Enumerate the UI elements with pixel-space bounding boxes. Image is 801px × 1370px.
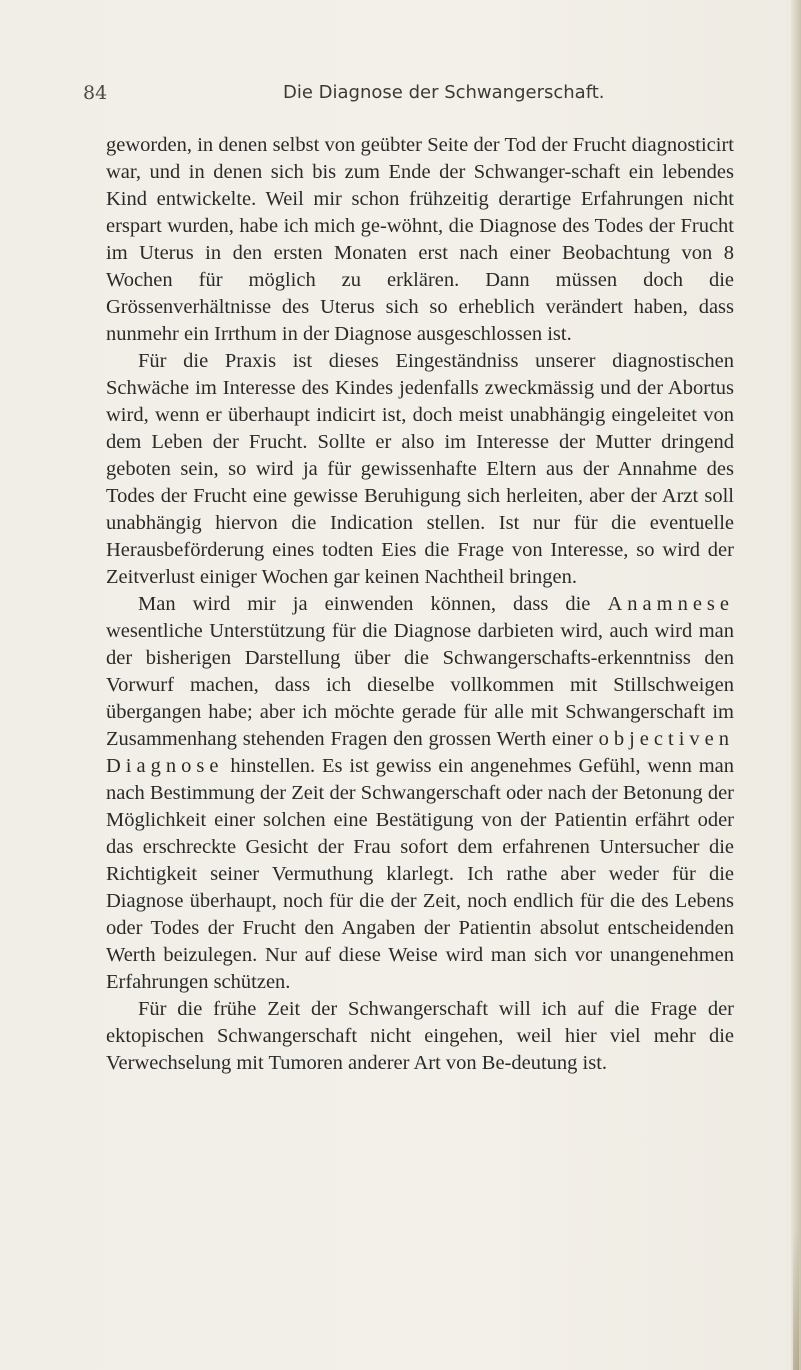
paragraph-4: Für die frühe Zeit der Schwangerschaft will ich auf die Frage der ektopischen Schwangerschaft nicht eingehen, weil hier viel mehr die Verwechselung mit Tumoren anderer Art von Be-deutung ist.	[106, 998, 734, 1074]
emphasis-objective-diagnosis: objectiven Diagnose	[106, 728, 734, 777]
paragraph-3-part-2: wesentliche Unterstützung für die Diagnose darbieten wird, auch wird man der bisherigen Darstellung über die Schwangerschafts-erkenntniss den Vorwurf machen, dass ich dieselbe vollkommen mit Stillschweigen übergangen habe; aber ich möchte gerade für alle mit Schwangerschaft im Zusammenhang stehenden Fragen den grossen Werth einer	[106, 620, 734, 750]
paragraph-2: Für die Praxis ist dieses Eingeständniss unserer diagnostischen Schwäche im Interesse des Kindes jedenfalls zweckmässig und der Abortus wird, wenn er überhaupt indicirt ist, doch meist unabhängig eingeleitet von dem Leben der Frucht. Sollte er also im Interesse der Mutter dringend geboten sein, so wird ja für gewissenhafte Eltern aus der Annahme des Todes der Frucht eine gewisse Beruhigung sich herleiten, aber der Arzt soll unabhängig hiervon die Indication stellen. Ist nur für die eventuelle Herausbeförderung eines todten Eies die Frage von Interesse, so wird der Zeitverlust einiger Wochen gar keinen Nachtheil bringen.	[106, 350, 734, 588]
paragraph-3	[106, 591, 734, 996]
page-number: 84	[83, 82, 108, 104]
running-header	[83, 82, 733, 114]
emphasis-anamnese: Anamnese	[607, 593, 734, 615]
paragraph-3-part-1: Man wird mir ja einwenden können, dass die	[138, 593, 608, 615]
paragraph-3-part-3: hinstellen. Es ist gewiss ein angenehmes Gefühl, wenn man nach Bestimmung der Zeit der Schwangerschaft oder nach der Betonung der Möglichkeit einer solchen eine Bestätigung von der Patientin erfährt oder das erschreckte Gesicht der Frau sofort dem erfahrenen Untersucher die Richtigkeit seiner Vermuthung klarlegt. Ich rathe aber weder für die Diagnose überhaupt, noch für die der Zeit, noch endlich für die des Lebens oder Todes der Frucht den Angaben der Patientin absolut entscheidenden Werth beizulegen. Nur auf diese Weise wird man sich vor unangenehmen Erfahrungen schützen.	[106, 755, 734, 993]
page-edge-shadow	[791, 0, 801, 1370]
paragraph-1: geworden, in denen selbst von geübter Seite der Tod der Frucht diagnosticirt war, und in denen sich bis zum Ende der Schwanger-schaft ein lebendes Kind entwickelte. Weil mir schon frühzeitig derartige Erfahrungen nicht erspart wurden, habe ich mich ge-wöhnt, die Diagnose des Todes der Frucht im Uterus in den ersten Monaten erst nach einer Beobachtung von 8 Wochen für möglich zu erklären. Dann müssen doch die Grössenverhältnisse des Uterus sich so erheblich verändert haben, dass nunmehr ein Irrthum in der Diagnose ausgeschlossen ist.	[106, 134, 734, 345]
running-title: Die Diagnose der Schwangerschaft.	[283, 82, 605, 103]
body-text	[106, 132, 734, 1077]
